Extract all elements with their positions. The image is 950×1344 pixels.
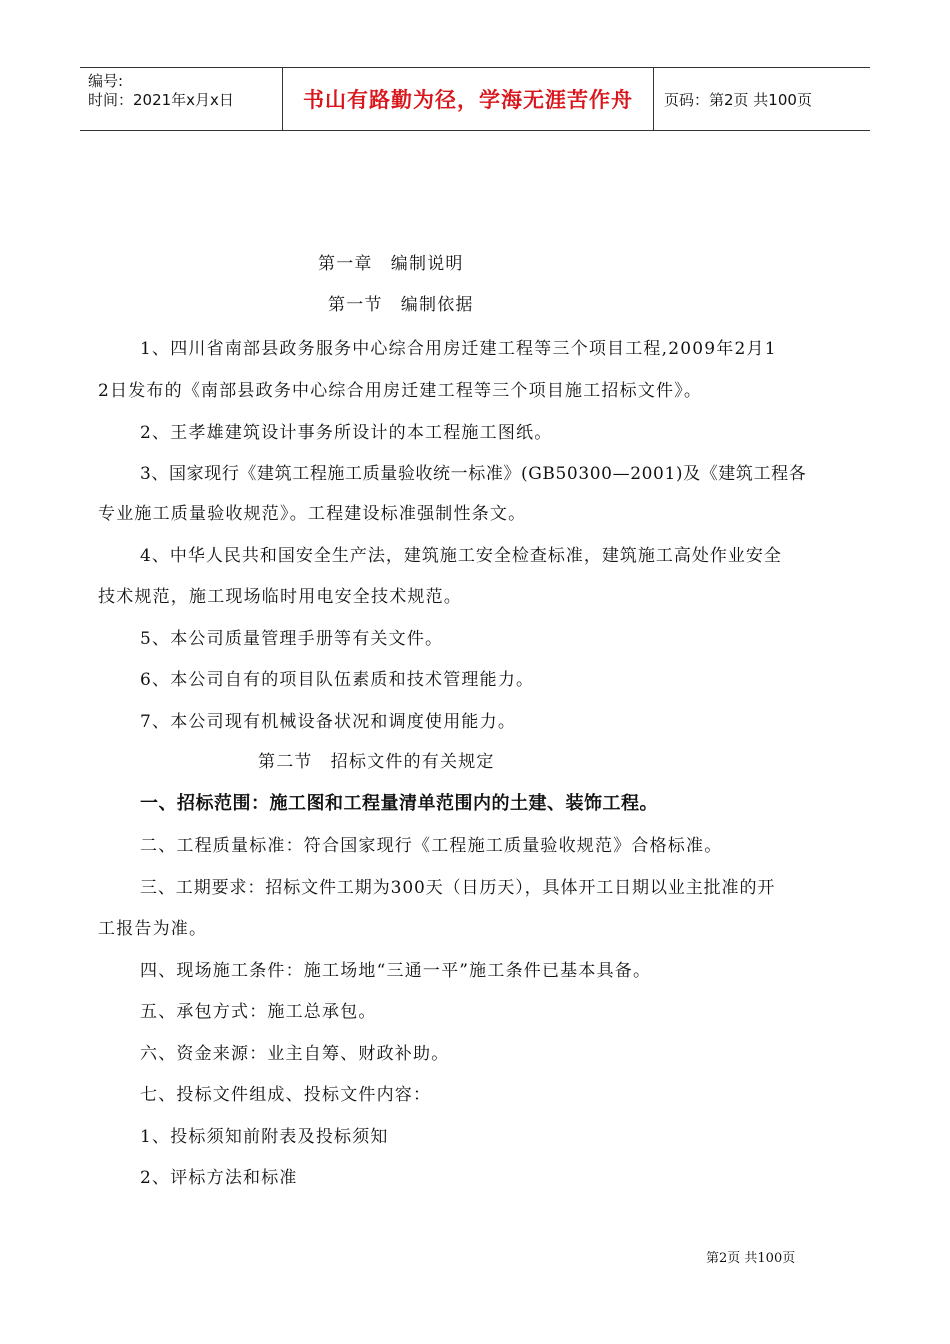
bold-paragraph-line: 一、招标范围：施工图和工程量清单范围内的土建、装饰工程。 [140, 793, 658, 814]
header-meta [80, 68, 282, 130]
paragraph-line: 5、本公司质量管理手册等有关文件。 [140, 629, 444, 649]
paragraph-line: 3、国家现行《建筑工程施工质量验收统一标准》(GB50300—2001)及《建筑工程各 [140, 464, 807, 484]
paragraph-line: 1、四川省南部县政务服务中心综合用房迁建工程等三个项目工程,2009年2月1 [140, 339, 777, 359]
page-header [80, 67, 870, 131]
paragraph-line: 2、王孝雄建筑设计事务所设计的本工程施工图纸。 [140, 423, 553, 443]
paragraph-line: 二、工程质量标准：符合国家现行《工程施工质量验收规范》合格标准。 [140, 836, 723, 856]
paragraph-line: 专业施工质量验收规范》。工程建设标准强制性条文。 [98, 504, 527, 524]
header-motto: 书山有路勤为径，学海无涯苦作舟 [282, 68, 654, 130]
paragraph-line: 工报告为准。 [98, 919, 208, 939]
paragraph-line: 4、中华人民共和国安全生产法，建筑施工安全检查标准，建筑施工高处作业安全 [140, 546, 782, 566]
paragraph-line: 六、资金来源：业主自筹、财政补助。 [140, 1044, 450, 1064]
paragraph-line: 7、本公司现有机械设备状况和调度使用能力。 [140, 712, 517, 732]
paragraph-line: 2、评标方法和标准 [140, 1168, 298, 1188]
paragraph-line: 四、现场施工条件：施工场地“三通一平”施工条件已基本具备。 [140, 961, 652, 981]
paragraph-line: 2日发布的《南部县政务中心综合用房迁建工程等三个项目施工招标文件》。 [98, 381, 703, 401]
paragraph-line: 五、承包方式：施工总承包。 [140, 1002, 377, 1022]
header-page-number: 页码：第2页 共100页 [664, 90, 812, 109]
document-time: 时间：2021年x月x日 [88, 91, 234, 109]
paragraph-line: 三、工期要求：招标文件工期为300天（日历天），具体开工日期以业主批准的开 [140, 878, 776, 898]
document-number-label: 编号: [88, 72, 124, 90]
section2-title: 第二节 招标文件的有关规定 [258, 752, 495, 772]
paragraph-line: 6、本公司自有的项目队伍素质和技术管理能力。 [140, 670, 535, 690]
paragraph-line: 技术规范，施工现场临时用电安全技术规范。 [98, 587, 462, 607]
chapter-title: 第一章 编制说明 [318, 254, 464, 274]
section1-title: 第一节 编制依据 [328, 295, 474, 315]
paragraph-line: 七、投标文件组成、投标文件内容： [140, 1085, 432, 1105]
page-footer: 第2页 共100页 [706, 1251, 796, 1266]
paragraph-line: 1、投标须知前附表及投标须知 [140, 1127, 389, 1147]
